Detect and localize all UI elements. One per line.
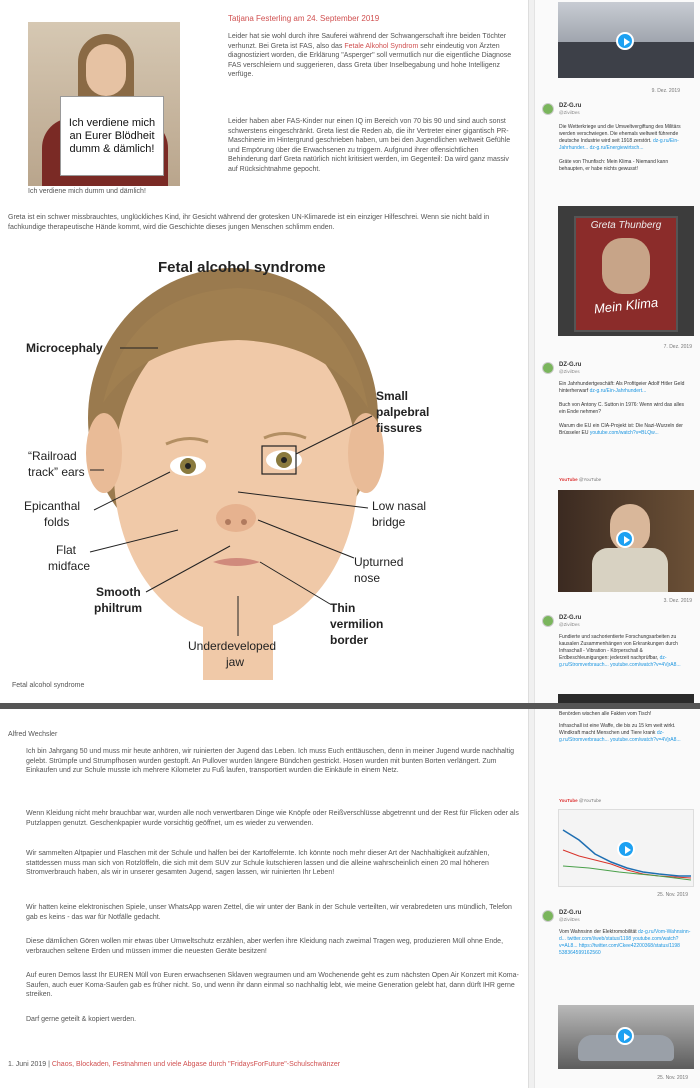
tweet-text: Benörden wischen alle Fakten vom Tisch! <box>559 711 652 717</box>
tweet-media-chart[interactable] <box>558 809 694 887</box>
label-microcephaly: Microcephaly <box>26 341 103 355</box>
tweet-date[interactable]: 9. Dez. 2019 <box>651 88 680 94</box>
diagram-title: Fetal alcohol syndrome <box>158 259 326 276</box>
fas-diagram <box>8 248 458 682</box>
tweet-text: Fundierte und sachorientierte Forschungsarbeiten zu kausalen Zusammenhängen von Erkrankungen durch Infraschall - Vibration - Körperschall & Erdbeschleunigungen: jederzeit nachprüfbar, dz-g.ru/Stromverbrauch... youtube.com/watch?v=4VjrA8... <box>559 634 681 668</box>
tweet-media-car[interactable] <box>558 1005 694 1069</box>
tweet-link[interactable]: youtube.com/watch?v=BLQw... <box>589 430 659 436</box>
paragraph-b5: Diese dämlichen Gören wollen mir etwas über Umweltschutz erzählen, aber werfen ihre Kleidung nach zweimal Tragen weg, produzieren Müll ohne Ende, verbrauchen seltene Erden und müssen immer die neuesten Geräte besitzen! <box>26 938 504 955</box>
paragraph-b4: Wir hatten keine elektronischen Spiele, unser WhatsApp waren Zettel, die wir unter der Bank in der Schule verteilten, wir verabredeten uns mündlich, Telefon gab es keins - das war für Notfälle gedacht. <box>26 904 512 921</box>
youtube-source[interactable]: YouTube @YouTube <box>559 477 602 482</box>
tweet-date[interactable]: 25. Nov. 2019 <box>657 892 688 898</box>
label-railroad-1: “Railroad <box>28 449 77 463</box>
label-small-3: fissures <box>376 421 423 435</box>
book-subtitle: Mein Klima <box>593 294 659 317</box>
label-lownasal-1: Low nasal <box>372 499 427 513</box>
photo-sign-text: Ich verdiene mich an Eurer Blödheit dumm & dämlich! <box>60 96 164 176</box>
tweet-link[interactable]: dz-g.ru/Energiewirtsch... <box>589 145 644 151</box>
tweet-media-soldiers[interactable] <box>558 2 694 78</box>
tweet-handle[interactable]: @ZivilDes <box>559 110 580 115</box>
tweet-link[interactable]: youtube.com/watch?v=AL8... <box>559 936 679 949</box>
tweet-link[interactable]: dz-g.ru/Stromverbrauch... <box>559 730 664 743</box>
article-footer: 1. Juni 2019 | Chaos, Blockaden, Festnahmen und viele Abgase durch "FridaysForFuture"-Schulschwänzer <box>8 1061 341 1068</box>
play-icon[interactable] <box>617 840 635 858</box>
fas-link[interactable]: Fetale Alkohol Syndrom <box>344 42 419 50</box>
label-under-1: Underdeveloped <box>188 639 277 653</box>
tweet-text: Infraschall ist eine Waffe, die bis zu 15 km weit wirkt. Windkraft macht Menschen und Tiere krank dz-g.ru/Stromverbrauch... youtube.com/watch?v=4VjrA8... <box>559 723 681 743</box>
paragraph-2: Leider haben aber FAS-Kinder nur einen IQ im Bereich von 70 bis 90 und sind auch sonst schwerstens eingeschränkt. Greta liest die Reden ab, die ihr Vertreter einer gigantisch PR-Maschinerie im Hintergrund geschrieben haben, um bei den Jugendlichen weltweit Gefühle und Empörung über die Erwachsenen zu triggern. Aufgrund ihrer offensichtlichen Behinderung darf Greta natürlich nicht kritisiert werden, im Gegenteil: Da wird ganz massiv auf Rücksichtnahme gepocht. <box>228 118 511 173</box>
tweet-media-partial <box>558 694 694 703</box>
paragraph-b6: Auf euren Demos lasst Ihr EUREN Müll von Euren erwachsenen Sklaven wegraumen und am Wochenende geht es zum nächsten Open Air Konzert mit Koma-Saufen, auch euer Koma-Saufen gab es früher nicht. So, und wenn ihr dann einmal so nachhaltig lebt, wie meine Generation gelebt hat, dann dürft IHR gerne streiken. <box>26 972 519 999</box>
footer-link[interactable]: Chaos, Blockaden, Festnahmen und viele Abgase durch "FridaysForFuture"-Schulschwänzer <box>51 1061 341 1068</box>
avatar[interactable] <box>542 910 554 922</box>
label-lownasal-2: bridge <box>372 515 406 529</box>
tweet-handle[interactable]: @ZivilDes <box>559 917 580 922</box>
photo-caption: Ich verdiene mich dumm und dämlich! <box>28 188 146 195</box>
paragraph-b2: Wenn Kleidung nicht mehr brauchbar war, wurden alle noch verwertbaren Dinge wie Knöpfe oder Reißverschlüsse abgetrennt und der Rest für Flicken oder als Putzlappen genutzt. Geschenkpapier wurde vorsichtig geöffnet, um es wieder zu verwenden. <box>26 810 519 827</box>
label-thin-3: border <box>330 633 369 647</box>
label-thin-2: vermilion <box>330 617 384 631</box>
tweet-link[interactable]: 538364599162560 <box>559 950 601 956</box>
label-epicanthal-2: folds <box>44 515 70 529</box>
tweet-date[interactable]: 7. Dez. 2019 <box>663 344 692 350</box>
tweet-text: Vom Wahnsinn der Elektromobilität dz-g.ru/Vom-Wahnsinn-d... twitter.com/i/web/status/1198 youtube.com/watch?v=AL8... https://twitter.com/Ckee42200368/status/1198 538364599162560 <box>559 929 691 956</box>
author-name: Alfred Wechsler <box>8 731 58 738</box>
tweet-link[interactable]: dz-g.ru/Ein-Jahrhundert... <box>589 388 647 394</box>
paragraph-b3: Wir sammelten Altpapier und Flaschen mit der Schule und halfen bei der Kartoffelernte. Ich könnte noch mehr dieser Art der Nachhaltigkeit aufzählen, stattdessen muss man sich von Rotzlöffeln, die sich mit dem SUV zur Schule kutschieren lassen und die alleine wahrscheinlich einen 20 mal höheren Stromverbrauch haben, als wir in unserer gesamten Jugend, sagen lassen, wir ruinierten Ihr Leben! <box>26 850 490 877</box>
tweet-link[interactable]: twitter.com/i/web/status/1198 <box>567 936 632 942</box>
label-small-1: Small <box>376 389 409 403</box>
avatar[interactable] <box>542 103 554 115</box>
tweet-link[interactable]: dz-g.ru/Vom-Wahnsinn-d... <box>559 929 691 942</box>
paragraph-1: Leider hat sie wohl durch ihre Sauferei während der Schwangerschaft ihre beiden Töchter verhunzt. Bei Greta ist FAS, also das Fetale Alkohol Syndrom sehr eindeutig von Ärzten diagnostiziert worden, die Erklärung "Asperger" soll vermutlich nur die eigentliche Diagnose FAS verschleiern und suggerieren, dass Greta über Inselbegabung und hohe Intelligenz verfüge. <box>228 33 512 78</box>
label-thin-1: Thin <box>330 601 356 615</box>
label-upturned-2: nose <box>354 571 381 585</box>
article-panel-bottom <box>0 709 700 1088</box>
youtube-source[interactable]: YouTube @YouTube <box>559 798 602 803</box>
label-flat-2: midface <box>48 559 91 573</box>
play-icon[interactable] <box>616 1027 634 1045</box>
tweet-author[interactable]: DZ-G.ru <box>559 362 582 368</box>
article-byline[interactable]: Tatjana Festerling am 24. September 2019 <box>228 14 380 23</box>
tweet-link[interactable]: https://twitter.com/Ckee42200368/status/1198 <box>578 943 680 949</box>
tweet-link[interactable]: youtube.com/watch?v=4VjrA8... <box>610 737 681 743</box>
label-small-2: palpebral <box>376 405 430 419</box>
tweet-author[interactable]: DZ-G.ru <box>559 615 582 621</box>
paragraph-b1: Ich bin Jahrgang 50 und muss mir heute anhören, wir ruinierten der Jugend das Leben. Ich muss Euch enttäuschen, denn in meiner Jugend wurde nachhaltig gelebt. Strümpfe und Strumpfhosen wurden gestopft. An Pullover wurden längere Bündchen gestrickt. Hosen wurden mit bunten Borten verlängert. Zum Einkaufen und zur Schule musste ich mehrere Kilometer zu Fuß laufen, transportiert wurden die Einkäufe in einem Netz. <box>26 748 514 775</box>
label-railroad-2: track” ears <box>28 465 85 479</box>
diagram-caption: Fetal alcohol syndrome <box>12 682 85 689</box>
tweet-author[interactable]: DZ-G.ru <box>559 103 582 109</box>
greta-photo <box>28 22 180 186</box>
play-icon[interactable] <box>616 530 634 548</box>
tweet-handle[interactable]: @ZivilDes <box>559 622 580 627</box>
article-content <box>0 709 528 1088</box>
label-epicanthal-1: Epicanthal <box>24 499 81 513</box>
tweet-text: Die Wetterkriege und die Umweltvergiftung des Militärs werden verschwiegen. Die ehemals weltweit führende deutsche Industrie wird seit 1918 zerstört. dz-g.ru/Ein-Jahrhunder... dz-g.ru/Energiewirtsch... Gräte von Thunfisch: Mein Klima - Niemand kann behaupten, er habe nichts gewusst! <box>559 124 681 172</box>
tweet-media-book[interactable] <box>558 206 694 336</box>
label-under-2: jaw <box>226 655 245 669</box>
play-icon[interactable] <box>616 32 634 50</box>
article-content <box>0 0 528 703</box>
tweet-text: Ein Jahrhundertgeschäft: Als Profitgeier Adolf Hitler Geld hinterherwarf dz-g.ru/Ein-Jahrhundert... Buch von Antony C. Sutton in 1976: Wenn wird das alles ein Ende nehmen? Warum die EU ein CIA-Projekt ist: Die Nazi-Wurzeln der Brüsseler EU youtube.com/watch?v=BLQw... <box>559 381 685 436</box>
tweet-date[interactable]: 25. Nov. 2019 <box>657 1075 688 1081</box>
tweet-handle[interactable]: @ZivilDes <box>559 369 580 374</box>
label-smooth-1: Smooth <box>96 585 141 599</box>
avatar[interactable] <box>542 615 554 627</box>
avatar[interactable] <box>542 362 554 374</box>
paragraph-b7: Darf gerne geteilt & kopiert werden. <box>26 1016 137 1023</box>
label-upturned-1: Upturned <box>354 555 404 569</box>
tweet-media-video[interactable] <box>558 490 694 592</box>
paragraph-3: Greta ist ein schwer missbrauchtes, unglückliches Kind, ihr Gesicht während der grotesken UN-Klimarede ist ein einziger Hilfeschrei. Wenn sie nicht bald in fachkundige therapeutische Hände kommt, wird die Geschichte dieses jungen Menschen schlimm enden. <box>8 214 490 231</box>
tweet-link[interactable]: dz-g.ru/Ein-Jahrhunder... <box>559 138 679 151</box>
tweet-author[interactable]: DZ-G.ru <box>559 910 582 916</box>
tweet-link[interactable]: dz-g.ru/Stromverbrauch... <box>559 655 667 668</box>
label-flat-1: Flat <box>56 543 77 557</box>
book-title: Greta Thunberg <box>590 220 662 231</box>
tweet-date[interactable]: 3. Dez. 2019 <box>663 598 692 604</box>
label-smooth-2: philtrum <box>94 601 142 615</box>
tweet-link[interactable]: youtube.com/watch?v=4VjrA8... <box>610 662 681 668</box>
